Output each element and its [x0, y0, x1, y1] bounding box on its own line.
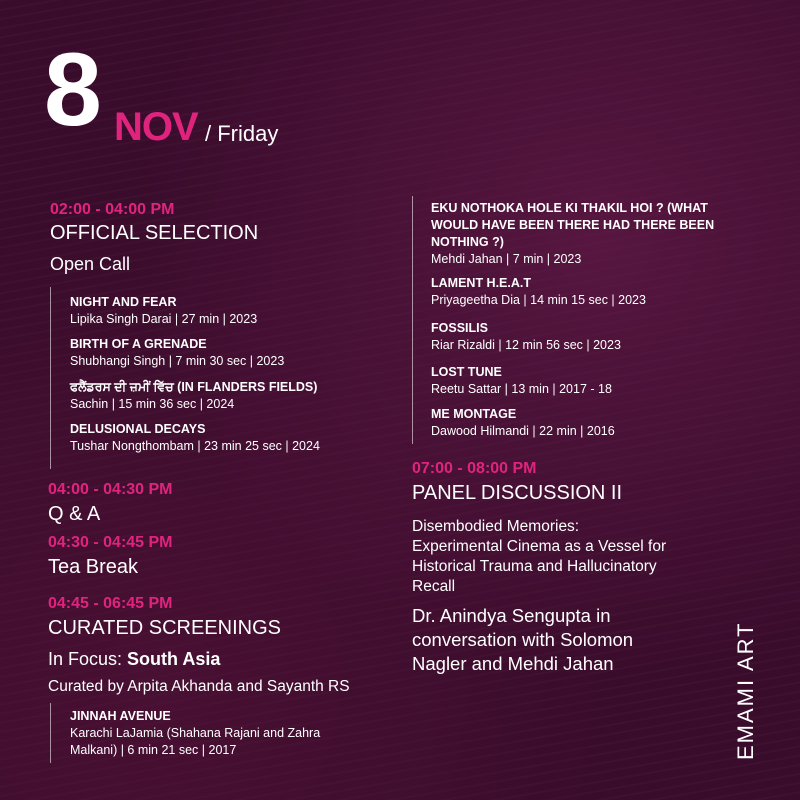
film-item [70, 379, 317, 413]
film-title: FOSSILIS [431, 321, 488, 335]
slot-time-qa: 04:00 - 04:30 PM [48, 481, 173, 498]
slot-time-tea: 04:30 - 04:45 PM [48, 534, 173, 551]
slot-subtitle-open-call: Open Call [50, 254, 131, 274]
film-title: WOULD HAVE BEEN THERE HAD THERE BEEN [431, 217, 715, 232]
film-list-divider [50, 703, 51, 763]
film-item [431, 275, 646, 309]
panel-speakers-line: Dr. Anindya Sengupta in [412, 605, 611, 626]
film-list-divider [412, 196, 413, 444]
brand-logo-text: EMAMI ART [733, 621, 758, 760]
slot-title-official: OFFICIAL SELECTION [50, 222, 259, 244]
film-meta: Reetu Sattar | 13 min | 2017 - 18 [431, 381, 612, 396]
film-meta: Tushar Nongthombam | 23 min 25 sec | 2024 [70, 438, 320, 453]
film-meta: Karachi LaJamia (Shahana Rajani and Zahra [70, 725, 321, 740]
film-title: BIRTH OF A GRENADE [70, 337, 207, 351]
date-day: 8 [44, 32, 99, 148]
film-meta: Sachin | 15 min 36 sec | 2024 [70, 396, 235, 411]
film-title: EKU NOTHOKA HOLE KI THAKIL HOI ? (WHAT [431, 201, 708, 215]
film-meta: Mehdi Jahan | 7 min | 2023 [431, 251, 582, 266]
slot-title-curated: CURATED SCREENINGS [48, 617, 281, 639]
slot-title-tea: Tea Break [48, 556, 139, 578]
panel-description-line: Experimental Cinema as a Vessel for [412, 538, 667, 556]
film-title: DELUSIONAL DECAYS [70, 422, 206, 436]
focus-prefix: In Focus: [48, 649, 128, 669]
film-item [70, 294, 257, 328]
slot-title-qa: Q & A [48, 503, 101, 525]
film-title: LAMENT H.E.A.T [431, 276, 531, 290]
slot-time-panel: 07:00 - 08:00 PM [412, 460, 537, 477]
film-item [431, 320, 621, 354]
film-item [431, 406, 615, 440]
panel-description-line: Disembodied Memories: [412, 518, 580, 535]
film-meta: Shubhangi Singh | 7 min 30 sec | 2023 [70, 353, 285, 368]
focus-region: South Asia [127, 649, 221, 669]
panel-description-line: Recall [412, 578, 456, 596]
film-meta: Dawood Hilmandi | 22 min | 2016 [431, 423, 615, 438]
slot-time-official: 02:00 - 04:00 PM [50, 201, 175, 218]
film-title: ME MONTAGE [431, 407, 517, 421]
film-meta: Lipika Singh Darai | 27 min | 2023 [70, 311, 258, 326]
film-meta: Malkani) | 6 min 21 sec | 2017 [70, 742, 237, 757]
date-weekday: / Friday [205, 121, 279, 146]
film-title: LOST TUNE [431, 365, 502, 379]
film-item [431, 200, 714, 268]
film-meta: Priyageetha Dia | 14 min 15 sec | 2023 [431, 292, 646, 307]
panel-description-line: Historical Trauma and Hallucinatory [412, 558, 657, 576]
date-month: NOV [114, 105, 198, 149]
film-item [70, 421, 320, 455]
film-item [431, 364, 612, 398]
film-title: ਫਲੈਂਡਰਸ ਦੀ ਜ਼ਮੀਂ ਵਿੱਚ (IN FLANDERS FIELDS) [70, 380, 318, 394]
film-title: NIGHT AND FEAR [70, 295, 177, 309]
curated-by: Curated by Arpita Akhanda and Sayanth RS [48, 678, 350, 695]
film-meta: Riar Rizaldi | 12 min 56 sec | 2023 [431, 337, 621, 352]
slot-title-panel: PANEL DISCUSSION II [412, 482, 623, 504]
panel-speakers-line: Nagler and Mehdi Jahan [412, 653, 614, 675]
panel-speakers-line: conversation with Solomon [412, 629, 634, 651]
film-item [70, 336, 284, 370]
film-list-divider [50, 287, 51, 469]
film-item [70, 708, 320, 759]
focus-line [48, 650, 220, 668]
slot-time-curated: 04:45 - 06:45 PM [48, 595, 173, 612]
panel-description [412, 517, 666, 598]
panel-speakers [412, 604, 633, 676]
film-title: NOTHING ?) [431, 234, 504, 249]
film-title: JINNAH AVENUE [70, 709, 171, 723]
